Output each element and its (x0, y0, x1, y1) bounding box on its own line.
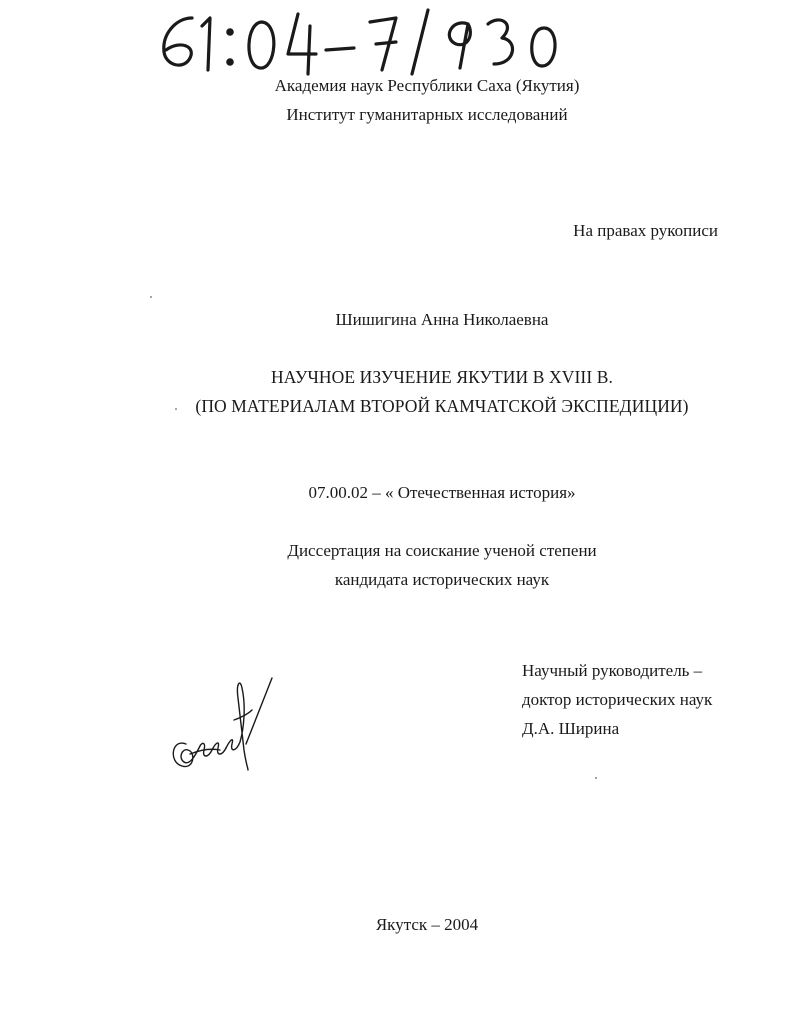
degree-line-2: кандидата исторических наук (334, 570, 550, 589)
scan-speck (595, 777, 597, 779)
specialty-code: 07.00.02 – « Отечественная история» (308, 483, 576, 502)
rights-note: На правах рукописи (573, 221, 718, 240)
place-and-year: Якутск – 2004 (375, 915, 479, 934)
thesis-title-line-1: НАУЧНОЕ ИЗУЧЕНИЕ ЯКУТИИ В XVIII В. (271, 367, 613, 387)
handwritten-archive-code (150, 4, 570, 78)
author-name: Шишигина Анна Николаевна (335, 310, 549, 329)
institute-name: Институт гуманитарных исследований (286, 105, 568, 124)
signature-icon (160, 658, 280, 778)
degree-line-1: Диссертация на соискание ученой степени (287, 541, 597, 560)
supervisor-rank: доктор исторических наук (522, 690, 713, 709)
supervisor-role: Научный руководитель – (522, 661, 703, 680)
scan-speck (175, 408, 177, 410)
supervisor-name: Д.А. Ширина (522, 719, 620, 738)
scan-speck (150, 296, 152, 298)
supervisor-block (522, 656, 712, 743)
academy-name: Академия наук Республики Саха (Якутия) (274, 76, 580, 95)
thesis-title-line-2: (ПО МАТЕРИАЛАМ ВТОРОЙ КАМЧАТСКОЙ ЭКСПЕДИЦИИ) (195, 396, 689, 416)
